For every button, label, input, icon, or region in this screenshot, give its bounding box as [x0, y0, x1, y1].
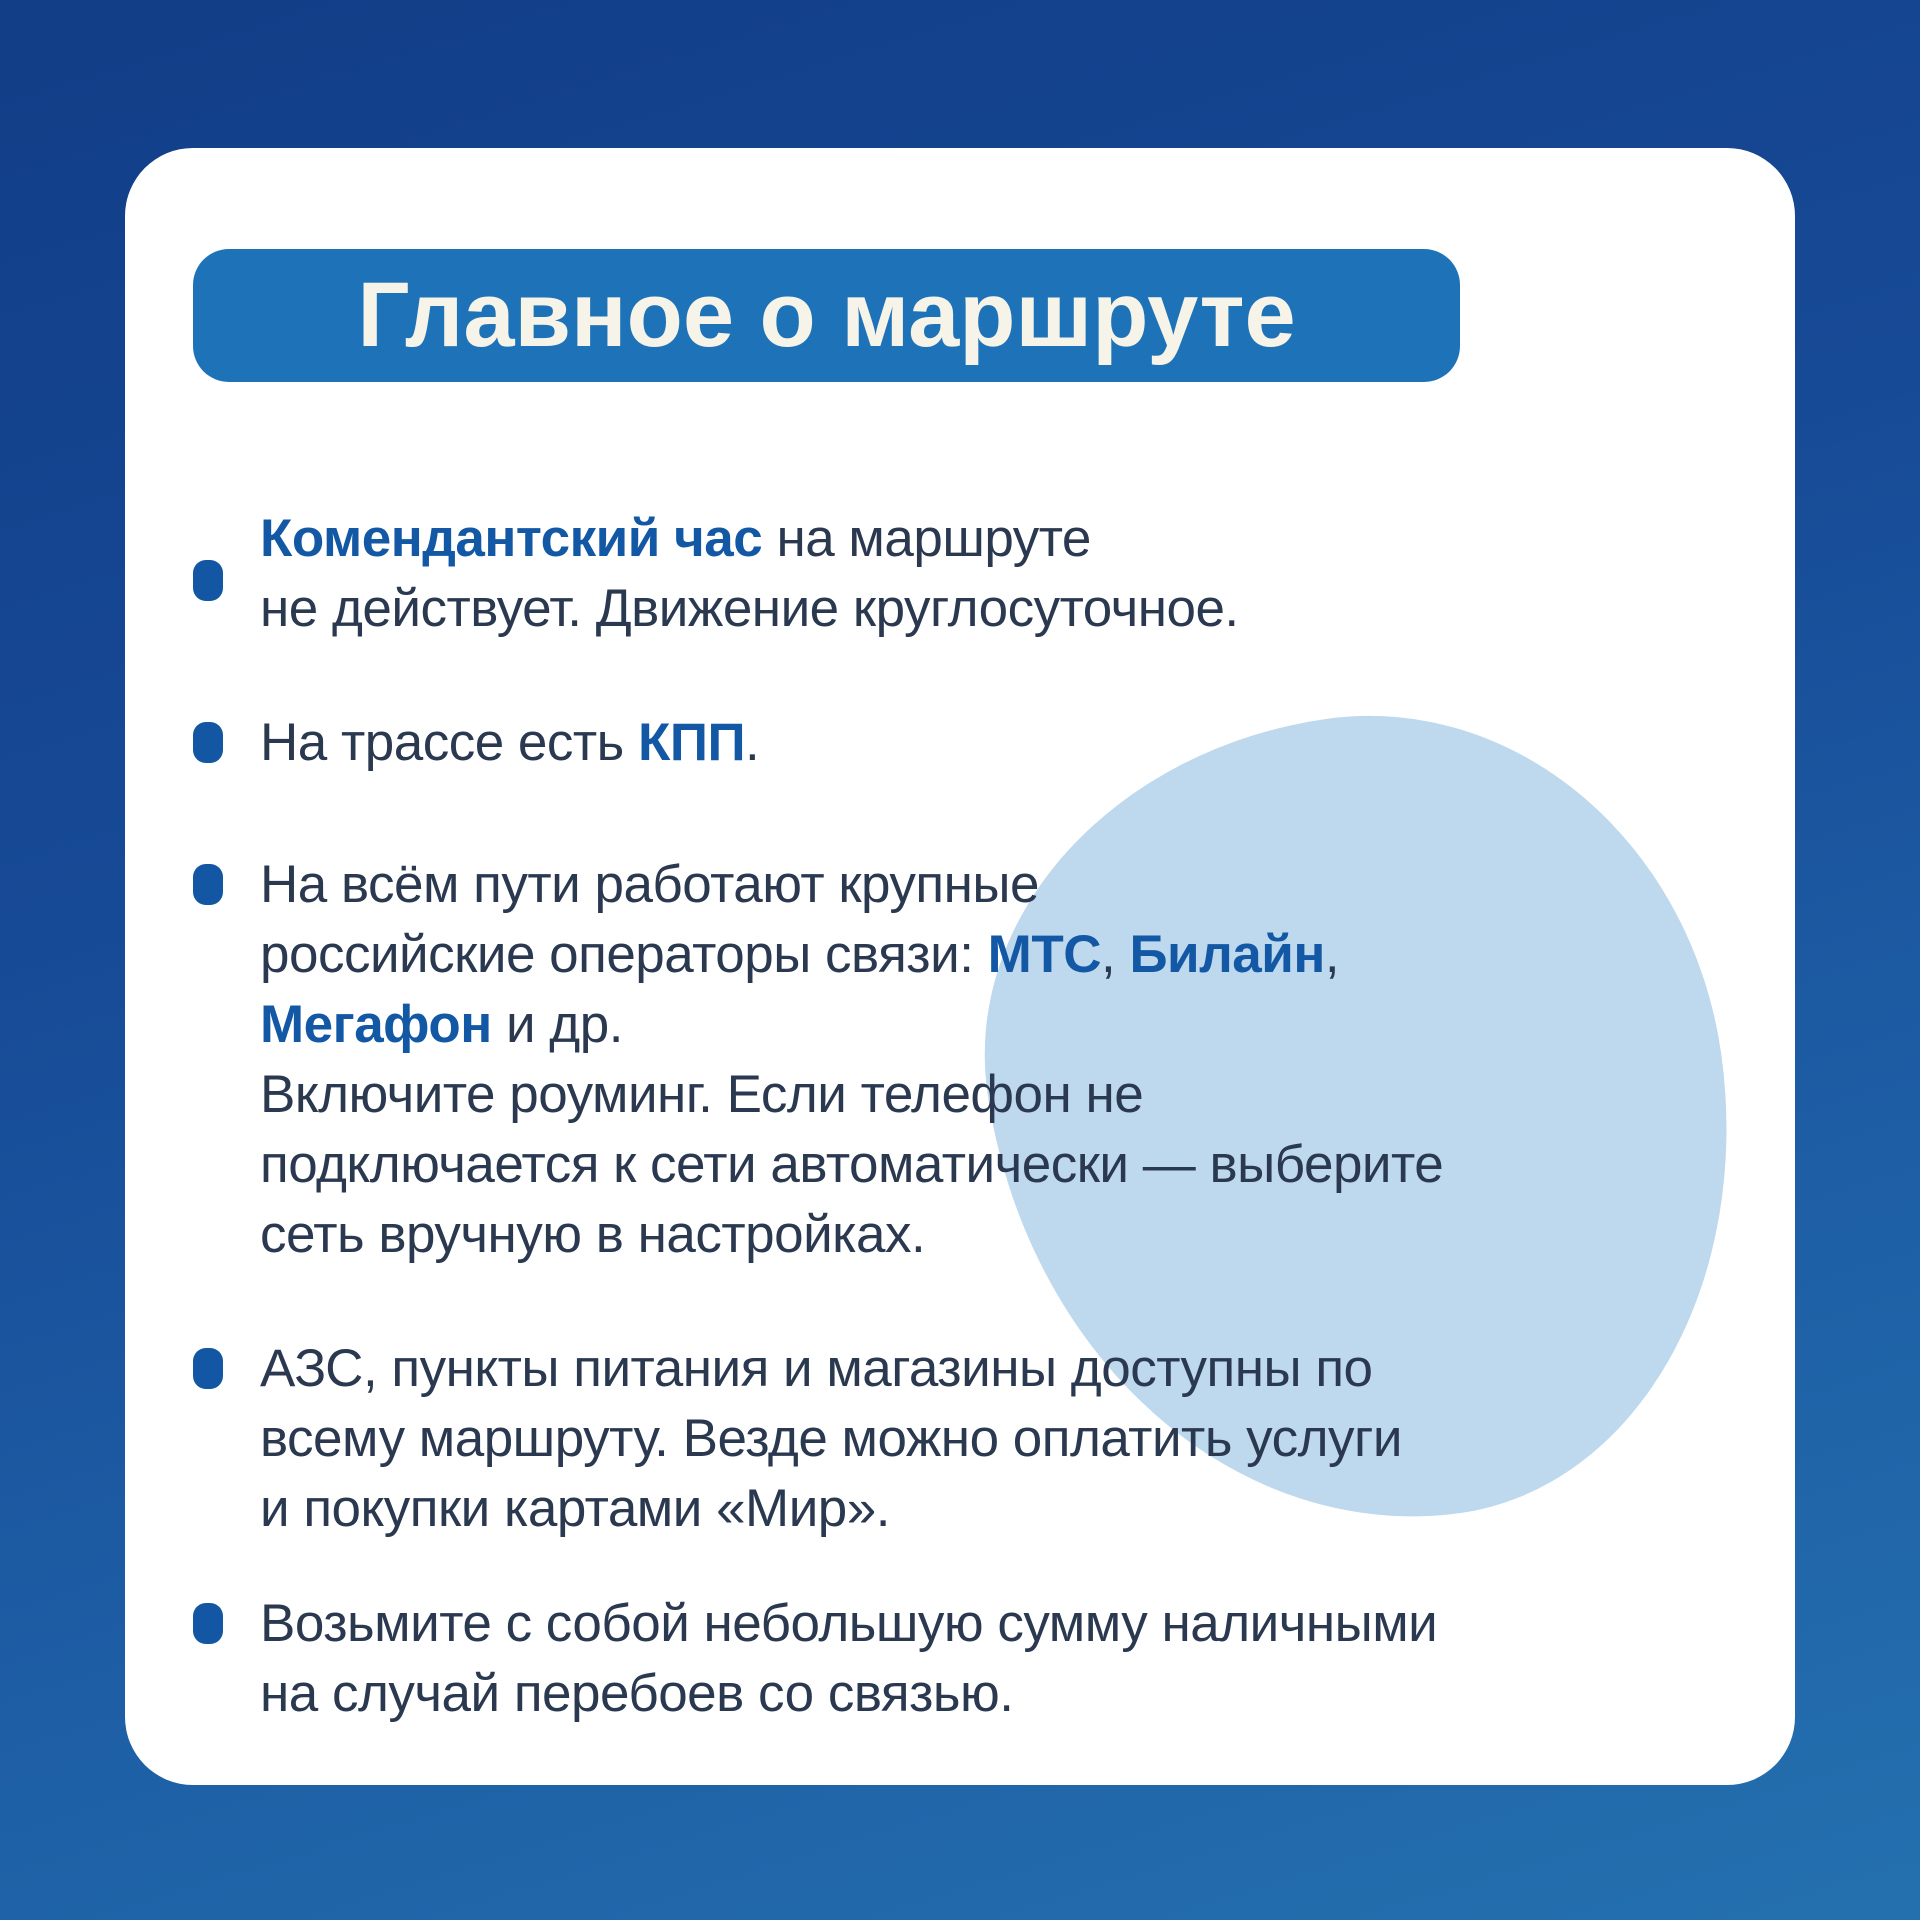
- plain-text: подключается к сети автоматически — выберите: [260, 1135, 1444, 1194]
- text-line: [260, 1474, 1402, 1544]
- text-line: [260, 1334, 1402, 1404]
- highlight-text: Комендантский час: [260, 509, 763, 568]
- item-text: [260, 708, 759, 778]
- title-pill: [193, 249, 1460, 382]
- text-line: [260, 990, 1443, 1060]
- plain-text: ,: [1100, 925, 1130, 984]
- bullet-square-icon: [193, 864, 223, 905]
- item-text: [260, 850, 1443, 1270]
- text-line: [260, 1589, 1437, 1659]
- text-line: [260, 920, 1443, 990]
- plain-text: и покупки картами «Мир».: [260, 1479, 890, 1538]
- plain-text: на маршруте: [762, 509, 1091, 568]
- highlight-text: КПП: [638, 713, 746, 772]
- list-item: [193, 1334, 1735, 1544]
- plain-text: Включите роуминг. Если телефон не: [260, 1065, 1144, 1124]
- plain-text: АЗС, пункты питания и магазины доступны по: [260, 1339, 1373, 1398]
- content-card: [125, 148, 1795, 1785]
- plain-text: .: [745, 713, 760, 772]
- plain-text: российские операторы связи:: [260, 925, 988, 984]
- plain-text: на случай перебоев со связью.: [260, 1664, 1014, 1723]
- bullet-square-icon: [193, 560, 223, 601]
- highlight-text: Билайн: [1129, 925, 1325, 984]
- list-item: [193, 504, 1735, 644]
- text-line: [260, 1060, 1443, 1130]
- plain-text: и др.: [491, 995, 623, 1054]
- text-line: [260, 504, 1239, 574]
- highlight-text: МТС: [987, 925, 1101, 984]
- item-text: [260, 1589, 1437, 1729]
- text-line: [260, 708, 759, 778]
- text-line: [260, 1404, 1402, 1474]
- text-line: [260, 574, 1239, 644]
- highlight-text: Мегафон: [260, 995, 492, 1054]
- list-item: [193, 708, 1735, 778]
- text-line: [260, 1659, 1437, 1729]
- text-line: [260, 1200, 1443, 1270]
- plain-text: сеть вручную в настройках.: [260, 1205, 926, 1264]
- list-item: [193, 1589, 1735, 1729]
- text-line: [260, 850, 1443, 920]
- text-line: [260, 1130, 1443, 1200]
- item-text: [260, 504, 1239, 644]
- page-title: Главное о маршруте: [357, 264, 1296, 366]
- bullet-square-icon: [193, 1603, 223, 1644]
- plain-text: ,: [1324, 925, 1340, 984]
- plain-text: не действует. Движение круглосуточное.: [260, 579, 1239, 638]
- list-item: [193, 850, 1735, 1270]
- bullet-list: [193, 504, 1735, 1729]
- plain-text: Возьмите с собой небольшую сумму наличными: [260, 1594, 1438, 1653]
- plain-text: На трассе есть: [260, 713, 638, 772]
- plain-text: всему маршруту. Везде можно оплатить услуги: [260, 1409, 1402, 1468]
- bullet-square-icon: [193, 1348, 223, 1389]
- item-text: [260, 1334, 1402, 1544]
- plain-text: На всём пути работают крупные: [260, 855, 1039, 914]
- bullet-square-icon: [193, 722, 223, 763]
